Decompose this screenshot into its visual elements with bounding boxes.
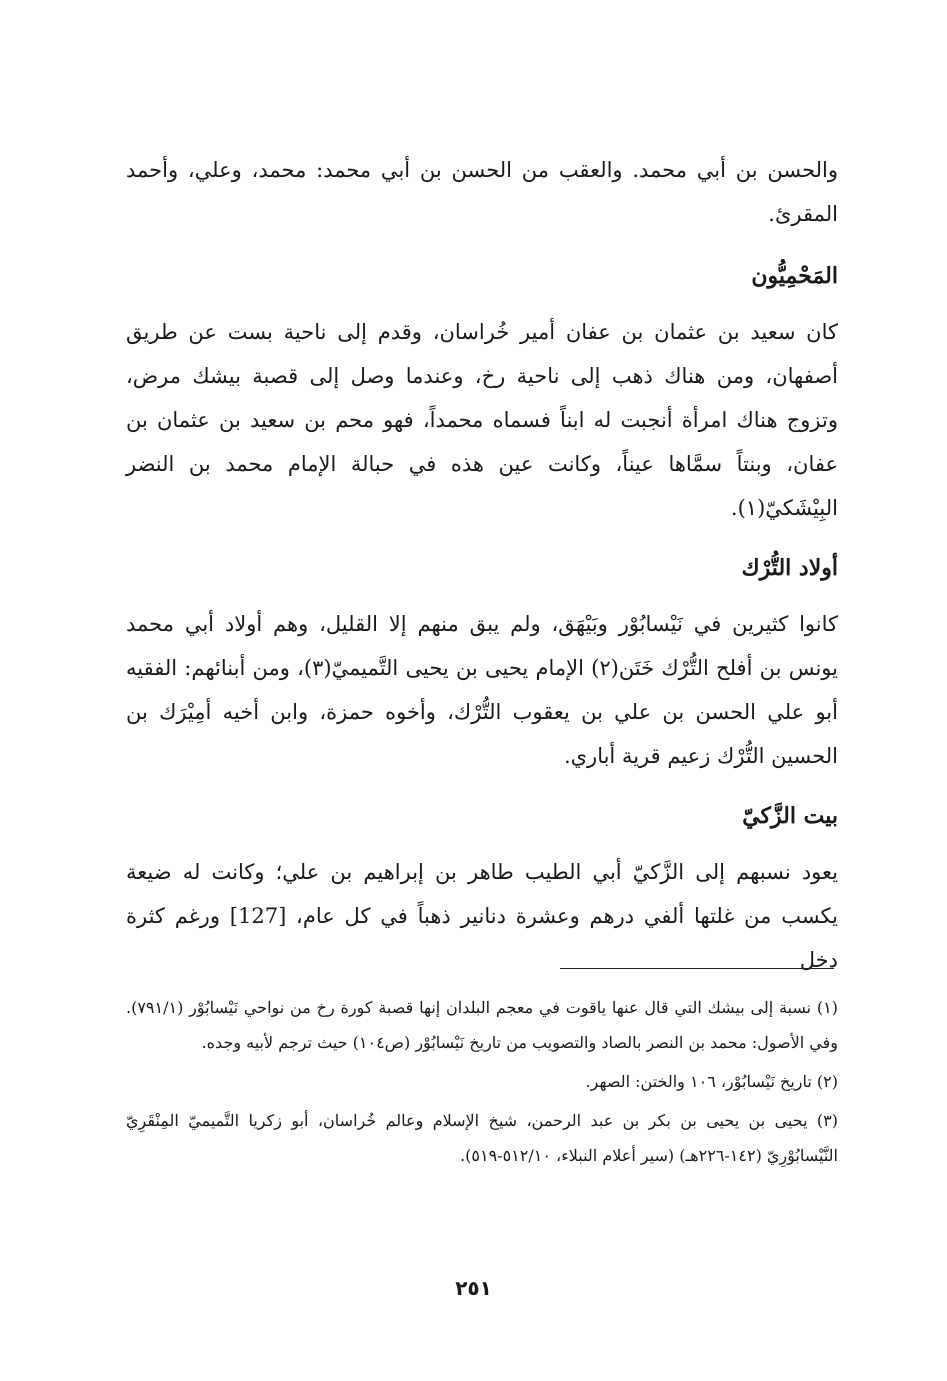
section-text-turk: كانوا كثيرين في نَيْسابُوْر وبَيْهَق، ولم يبق منهم إلا القليل، وهم أولاد أبي محمد يونس بن أفلح التُّرْك خَتَن(٢) الإمام يحيى بن يحيى التَّميميّ(٣)، ومن أبنائهم: الفقيه أبو علي الحسن بن علي بن يعقوب التُّرْك، وأخوه حمزة، وابن أخيه أمِيْرَك بن الحسين التُّرْك زعيم قرية أباري. (126, 612, 839, 768)
section-title-zakki: بيت الزَّكيّ (742, 803, 838, 829)
footnote-2: (٢) تاريخ نَيْسابُوْر، ١٠٦ والختن: الصهر. (585, 1072, 838, 1091)
footnotes (126, 990, 838, 1177)
footnote-1: (١) نسبة إلى بيشك التي قال عنها ياقوت في معجم البلدان إنها قصبة كورة رخ من نواحي نَيْسابُوْر (٧٩١/١). وفي الأصول: محمد بن النصر بالصاد والتصويب من تاريخ نَيْسابُوْر (ص١٠٤) حيث ترجم لأبيه وجده. (126, 998, 838, 1052)
footnote-divider (560, 968, 834, 969)
intro-paragraph: والحسن بن أبي محمد. والعقب من الحسن بن أبي محمد: محمد، وعلي، وأحمد المقرئ. (126, 158, 838, 226)
footnote-3: (٣) يحيى بن يحيى بن بكر بن عبد الرحمن، شيخ الإسلام وعالم خُراسان، أبو زكريا التَّميميّ المِنْقَرِيّ النَّيْسابُوْرِيّ (١٤٢-٢٢٦هـ) (سير أعلام النبلاء، ٥١٢/١٠-٥١٩). (126, 1111, 838, 1165)
section-text-mahmiyyun: كان سعيد بن عثمان بن عفان أمير خُراسان، وقدم إلى ناحية بست عن طريق أصفهان، ومن هناك ذهب إلى ناحية رخ، وعندما وصل إلى قصبة بيشك مرض، وتزوج هناك امرأة أنجبت له ابناً فسماه محمداً، فهو محم بن سعيد بن عثمان بن عفان، وبنتاً سمَّاها عيناً، وكانت عين هذه في حبالة الإمام محمد بن النضر البِيْشَكيّ(١). (126, 320, 838, 520)
section-title-mahmiyyun: المَحْمِيُّون (751, 263, 838, 289)
page-number: ٢٥١ (455, 1276, 492, 1300)
main-text (126, 148, 838, 982)
section-text-zakki: يعود نسبهم إلى الزَّكيّ أبي الطيب طاهر بن إبراهيم بن علي؛ وكانت له ضيعة يكسب من غلتها ألفي درهم وعشرة دنانير ذهباً في كل عام، [127] ورغم كثرة دخل (126, 860, 838, 972)
section-title-turk: أولاد التُّرْك (741, 555, 838, 581)
